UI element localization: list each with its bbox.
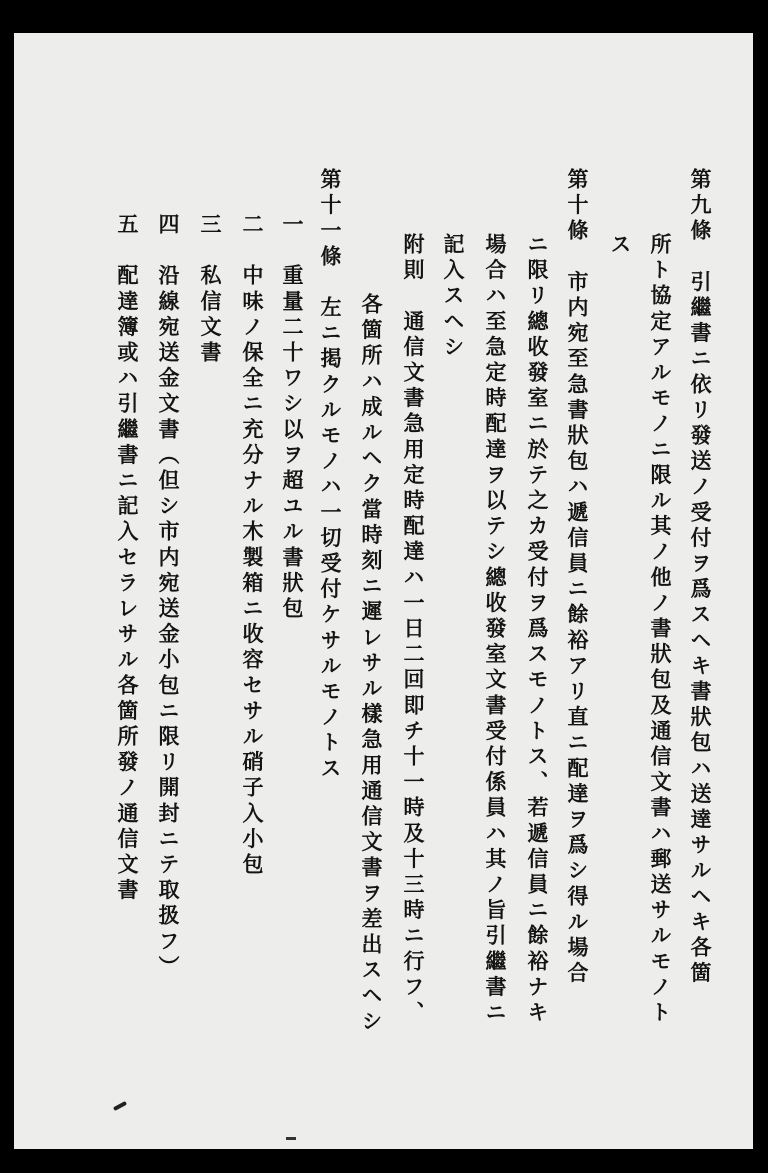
text-column-15: 五 配達簿或ハ引繼書ニ記入セラレサル各箇所發ノ通信文書 <box>115 213 140 905</box>
text-column-12: 二 中味ノ保全ニ充分ナル木製箱ニ收容セサル硝子入小包 <box>240 213 265 879</box>
text-column-4: 第十條 市内宛至急書狀包ハ遞信員ニ餘裕アリ直ニ配達ヲ爲シ得ル場合 <box>565 168 590 988</box>
document-page <box>14 33 753 1149</box>
text-column-7: 記入スヘシ <box>441 233 466 361</box>
text-column-13: 三 私信文書 <box>198 213 223 367</box>
text-column-10: 第十一條 左ニ掲クルモノハ一切受付ケサルモノトス <box>318 168 343 783</box>
text-column-2: 所ト協定アルモノニ限ル其ノ他ノ書狀包及通信文書ハ郵送サルモノト <box>648 233 673 1027</box>
text-column-3: ス <box>608 233 633 259</box>
text-column-1: 第九條 引繼書ニ依リ發送ノ受付ヲ爲スヘキ書狀包ハ送達サルヘキ各箇 <box>688 168 713 988</box>
text-column-8: 附則 通信文書急用定時配達ハ一日二回即チ十一時及十三時ニ行フ、 <box>401 233 426 1027</box>
text-column-11: 一 重量二十ワシ以ヲ超ユル書狀包 <box>280 213 305 623</box>
text-column-5: ニ限リ總收發室ニ於テ之カ受付ヲ爲スモノトス、若遞信員ニ餘裕ナキ <box>525 233 550 1027</box>
ink-mark-bottom <box>286 1137 296 1140</box>
text-column-14: 四 沿線宛送金文書（但シ市内宛送金小包ニ限リ開封ニテ取扱フ） <box>156 213 181 981</box>
text-column-6: 場合ハ至急定時配達ヲ以テシ總收發室文書受付係員ハ其ノ旨引繼書ニ <box>483 233 508 1027</box>
text-column-9: 各箇所ハ成ルヘク當時刻ニ遲レサル樣急用通信文書ヲ差出スヘシ <box>359 293 384 1036</box>
